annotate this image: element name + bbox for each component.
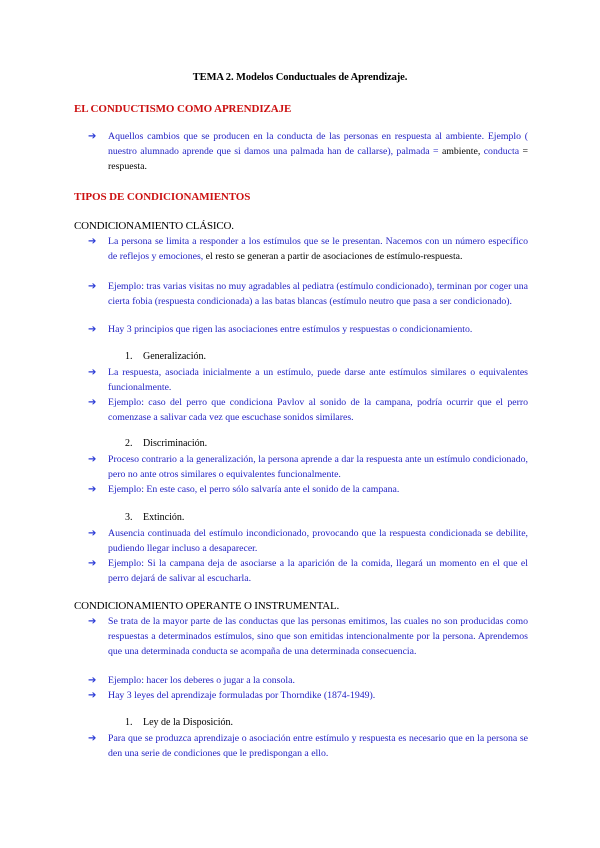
bullet-text: Ausencia continuada del estímulo incondicionado, provocando que la respuesta condicionada se debilite, pudiendo llegar incluso a desaparecer. (108, 528, 528, 554)
ley-disposicion (125, 717, 233, 728)
bullet-generalizacion-1 (88, 365, 528, 395)
bullet-text: Ejemplo: caso del perro que condiciona Pavlov al sonido de la campana, podría ocurrir que el perro comenzase a salivar cada vez que escuchase sonidos similares. (108, 397, 528, 423)
arrow-bullet-icon: ➔ (88, 236, 97, 247)
bullet-generalizacion-2 (88, 395, 528, 425)
bullet-clasico-2 (88, 279, 528, 309)
bullet-text: La persona se limita a responder a los estímulos que se le presentan. Nacemos con un número específico de reflejos y emociones, (108, 236, 528, 262)
page-title: TEMA 2. Modelos Conductuales de Aprendizaje. (192, 72, 408, 83)
bullet-clasico-1 (88, 234, 528, 264)
principle-number: 3. (125, 512, 133, 523)
bullet-text: Proceso contrario a la generalización, la persona aprende a dar la respuesta ante un estímulo condicionado, pero no ante otros similares o equivalentes funcionalmente. (108, 454, 528, 480)
bullet-text: Ejemplo: tras varias visitas no muy agradables al pediatra (estímulo condicionado), terminan por coger una cierta fobia (respuesta condicionada) a las batas blancas (estímulo neutro que pasa a ser condicionado). (108, 281, 528, 307)
bullet-text: Ejemplo: hacer los deberes o jugar a la consola. (108, 675, 295, 686)
bullet-text: = respuesta. (108, 146, 528, 172)
arrow-bullet-icon: ➔ (88, 733, 97, 744)
arrow-bullet-icon: ➔ (88, 558, 97, 569)
bullet-text: Aquellos cambios que se producen en la conducta de las personas en respuesta al ambiente. Ejemplo ( nuestro alumnado aprende que si damos una palmada han de callarse), palmada = (108, 131, 528, 157)
bullet-disposicion-1 (88, 731, 528, 761)
section-heading-tipos: TIPOS DE CONDICIONAMIENTOS (74, 191, 251, 203)
arrow-bullet-icon: ➔ (88, 281, 97, 292)
arrow-bullet-icon: ➔ (88, 484, 97, 495)
bullet-text: La respuesta, asociada inicialmente a un estímulo, puede darse ante estímulos similares o equivalentes funcionalmente. (108, 367, 528, 393)
bullet-operante-3 (88, 688, 528, 703)
arrow-bullet-icon: ➔ (88, 528, 97, 539)
bullet-text: Para que se produzca aprendizaje o asociación entre estímulo y respuesta es necesario que en la persona se den una serie de condiciones que le predispongan a ello. (108, 733, 528, 759)
principle-number: 1. (125, 351, 133, 362)
principle-extincion (125, 512, 184, 523)
bullet-text: Ejemplo: Si la campana deja de asociarse a la aparición de la comida, llegará un momento en el que el perro dejará de salivar al escucharla. (108, 558, 528, 584)
arrow-bullet-icon: ➔ (88, 367, 97, 378)
bullet-text: , (477, 146, 484, 157)
bullet-operante-2 (88, 673, 528, 688)
subheading-clasico: CONDICIONAMIENTO CLÁSICO. (74, 220, 234, 232)
principle-number: 2. (125, 438, 133, 449)
bullet-text: conducta (483, 146, 520, 157)
arrow-bullet-icon: ➔ (88, 690, 97, 701)
bullet-discriminacion-1 (88, 452, 528, 482)
bullet-operante-1 (88, 614, 528, 659)
arrow-bullet-icon: ➔ (88, 397, 97, 408)
arrow-bullet-icon: ➔ (88, 454, 97, 465)
bullet-conductismo-definicion (88, 129, 528, 174)
subheading-operante: CONDICIONAMIENTO OPERANTE O INSTRUMENTAL. (74, 600, 340, 612)
bullet-text: el resto se generan a partir de asociaciones de estímulo-respuesta. (205, 251, 463, 262)
law-number: 1. (125, 717, 133, 728)
bullet-text: Ejemplo: En este caso, el perro sólo salvaría ante el sonido de la campana. (108, 484, 400, 495)
principle-generalizacion (125, 351, 206, 362)
bullet-extincion-1 (88, 526, 528, 556)
bullet-discriminacion-2 (88, 482, 528, 497)
bullet-text: Hay 3 principios que rigen las asociaciones entre estímulos y respuestas o condicionamiento. (108, 324, 473, 335)
bullet-extincion-2 (88, 556, 528, 586)
bullet-text: Hay 3 leyes del aprendizaje formuladas por Thorndike (1874-1949). (108, 690, 376, 701)
bullet-clasico-3 (88, 322, 528, 337)
arrow-bullet-icon: ➔ (88, 616, 97, 627)
bullet-text: Se trata de la mayor parte de las conductas que las personas emitimos, las cuales no son producidas como respuestas a determinados estímulos, sino que son emitidas intencionalmente por la persona. Aprendemos que una determinada conducta se acompaña de una determinada consecuencia. (108, 616, 528, 657)
principle-label: Extinción. (143, 512, 185, 523)
principle-discriminacion (125, 438, 207, 449)
bullet-text: ambiente (441, 146, 478, 157)
principle-label: Generalización. (143, 351, 207, 362)
arrow-bullet-icon: ➔ (88, 675, 97, 686)
section-heading-conductismo: EL CONDUCTISMO COMO APRENDIZAJE (74, 103, 292, 115)
arrow-bullet-icon: ➔ (88, 131, 97, 142)
principle-label: Discriminación. (143, 438, 208, 449)
arrow-bullet-icon: ➔ (88, 324, 97, 335)
law-label: Ley de la Disposición. (143, 717, 233, 728)
